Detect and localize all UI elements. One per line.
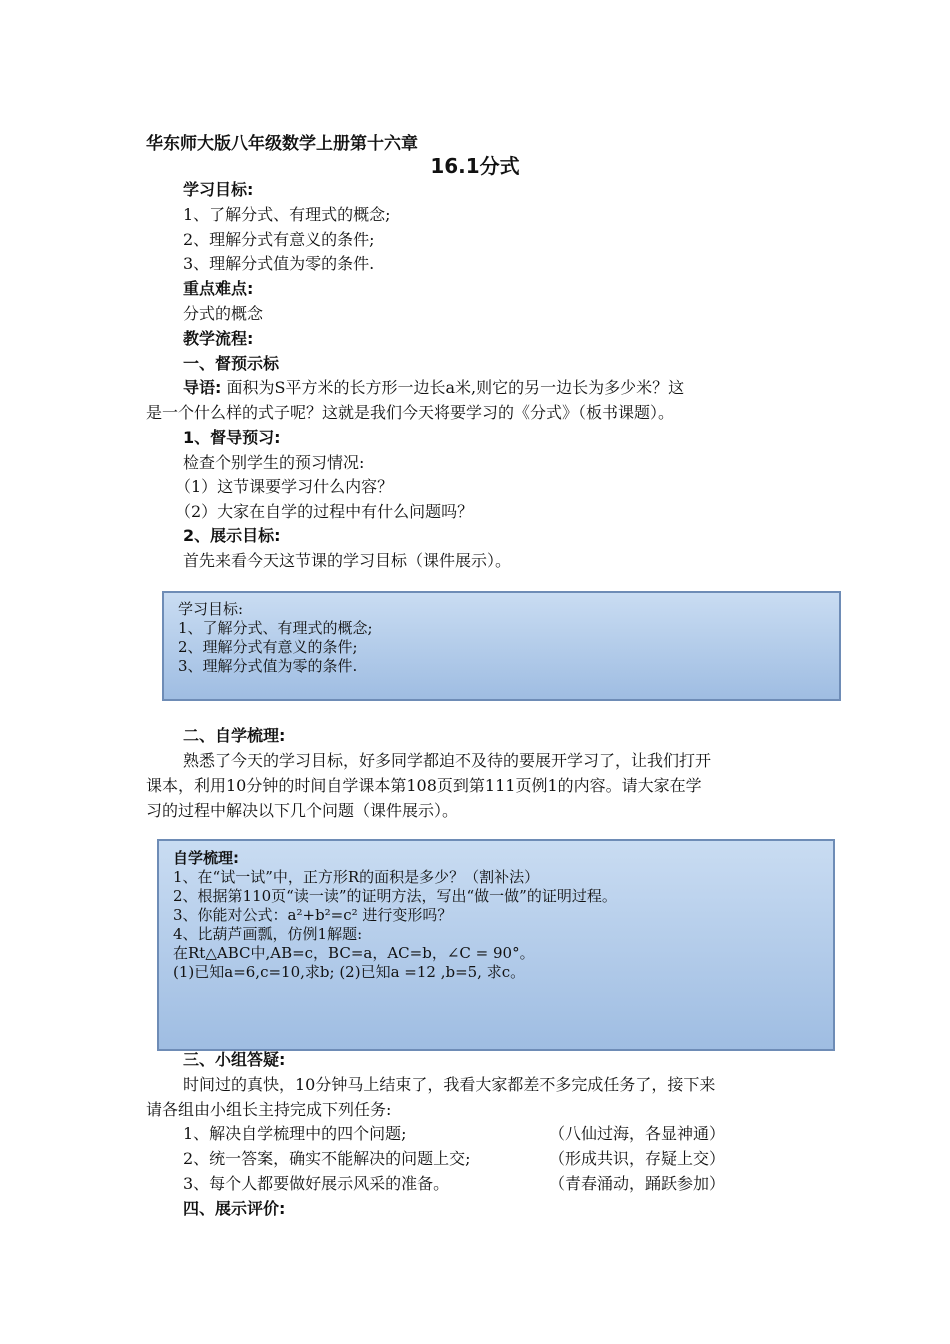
box1-item: 2、理解分式有意义的条件; (178, 638, 358, 656)
intro-text-continued: 是一个什么样的式子呢？这就是我们今天将要学习的《分式》（板书课题）。 (146, 403, 675, 422)
section2-line: 熟悉了今天的学习目标，好多同学都迫不及待的要展开学习了，让我们打开 (183, 751, 712, 770)
section2-heading: 二、自学梳理: (183, 726, 286, 745)
box1-item: 1、了解分式、有理式的概念; (178, 619, 373, 637)
box2-item: 3、你能对公式：a²+b²=c² 进行变形吗？ (173, 906, 453, 924)
section3-line: 请各组由小组长主持完成下列任务: (146, 1100, 392, 1119)
task-note: （形成共识，存疑上交） (549, 1149, 726, 1168)
task-note: （八仙过海，各显神通） (549, 1124, 726, 1143)
section1-heading: 一、督预示标 (183, 354, 280, 373)
box2-heading: 自学梳理: (173, 849, 239, 867)
section3-line: 时间过的真快，10分钟马上结束了，我看大家都差不多完成任务了，接下来 (183, 1075, 716, 1094)
objective-item: 1、了解分式、有理式的概念; (183, 205, 391, 224)
intro-label: 导语: (183, 378, 222, 397)
lesson-title: 16.1分式 (430, 154, 520, 178)
task-item: 1、解决自学梳理中的四个问题; (183, 1124, 407, 1143)
key-points-text: 分式的概念 (183, 304, 264, 323)
preview-line: （2）大家在自学的过程中有什么问题吗？ (175, 502, 474, 521)
key-points-heading: 重点难点: (183, 279, 254, 298)
task-note: （青春涌动，踊跃参加） (549, 1174, 726, 1193)
preview-line: 检查个别学生的预习情况: (183, 453, 365, 472)
box2-item: 4、比葫芦画瓢，仿例1解题: (173, 925, 363, 943)
box2-item: (1)已知a=6,c=10,求b; (2)已知a =12 ,b=5, 求c。 (173, 963, 526, 981)
intro-line (183, 376, 684, 400)
section4-heading: 四、展示评价: (183, 1199, 286, 1218)
box1-heading: 学习目标: (178, 600, 244, 618)
self-study-slide-box (157, 839, 835, 1051)
objective-item: 2、理解分式有意义的条件; (183, 230, 375, 249)
task-item: 3、每个人都要做好展示风采的准备。 (183, 1174, 450, 1193)
box2-item: 在Rt△ABC中,AB=c，BC=a，AC=b，∠C = 90°。 (173, 944, 535, 962)
box2-item: 2、根据第110页“读一读”的证明方法，写出“做一做”的证明过程。 (173, 887, 617, 905)
show-goals-text: 首先来看今天这节课的学习目标（课件展示）。 (183, 551, 512, 570)
flow-heading: 教学流程: (183, 329, 254, 348)
preview-heading: 1、督导预习: (183, 428, 281, 447)
section2-line: 习的过程中解决以下几个问题（课件展示）。 (146, 801, 459, 820)
task-item: 2、统一答案，确实不能解决的问题上交; (183, 1149, 471, 1168)
intro-text: 面积为S平方米的长方形一边长a米,则它的另一边长为多少米？这 (226, 378, 685, 397)
box2-item: 1、在“试一试”中，正方形R的面积是多少？（割补法） (173, 868, 540, 886)
box1-item: 3、理解分式值为零的条件. (178, 657, 358, 675)
preview-line: （1）这节课要学习什么内容？ (175, 477, 394, 496)
objective-item: 3、理解分式值为零的条件. (183, 254, 375, 273)
section2-line: 课本，利用10分钟的时间自学课本第108页到第111页例1的内容。请大家在学 (146, 776, 702, 795)
document-title: 华东师大版八年级数学上册第十六章 (146, 134, 418, 154)
objectives-heading: 学习目标: (183, 180, 254, 199)
objectives-slide-box (162, 591, 841, 701)
show-goals-heading: 2、展示目标: (183, 526, 281, 545)
section3-heading: 三、小组答疑: (183, 1050, 286, 1069)
